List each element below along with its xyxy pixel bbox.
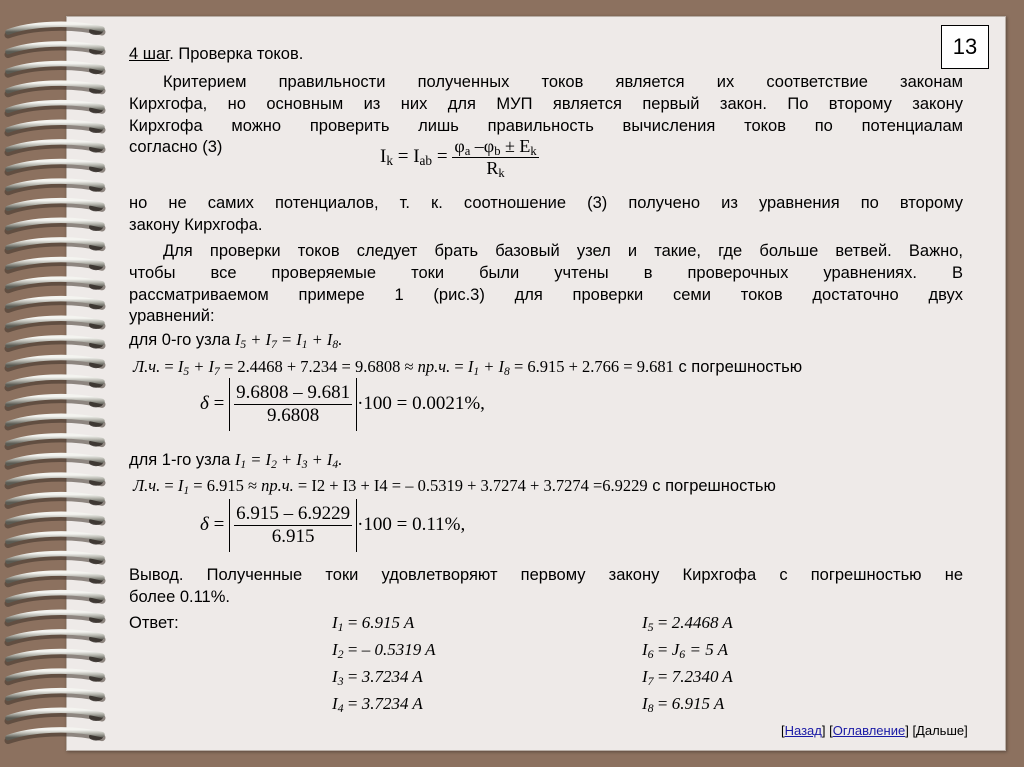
- paragraph-3-line-2: чтобы все проверяемые токи были учтены в проверочных уравнениях. В: [129, 264, 963, 282]
- spiral-coil: [8, 612, 103, 623]
- node1-equation: для 1-го узла $I_1 = I_2 + I_3 + I_4$.: [129, 450, 343, 471]
- spiral-coil: [8, 299, 103, 310]
- delta0-denominator: 9.6808: [234, 404, 352, 427]
- spiral-coil: [8, 103, 103, 114]
- spiral-coil: [8, 357, 103, 368]
- next-link[interactable]: [Дальше]: [912, 723, 968, 738]
- spiral-coil: [8, 259, 103, 270]
- spiral-coil: [8, 534, 103, 545]
- spiral-coil: [8, 730, 103, 741]
- spiral-coil: [8, 24, 103, 35]
- navigation-bar: [Назад] [Оглавление] [Дальше]: [781, 723, 968, 738]
- answer-i8: $I_8 = 6.915$ A: [642, 694, 725, 715]
- spiral-coil: [8, 142, 103, 153]
- spiral-coil: [8, 436, 103, 447]
- paragraph-1-line-2: Кирхгофа, но основным из них для МУП является первый закон. По второму закону: [129, 95, 963, 113]
- spiral-coil: [8, 632, 103, 643]
- spiral-coil: [8, 710, 103, 721]
- paragraph-1-line-1: Критерием правильности полученных токов является их соответствие законам: [163, 73, 963, 91]
- spiral-coil: [8, 377, 103, 388]
- answer-i2: $I_2$ = – 0.5319 A: [332, 640, 436, 661]
- answer-i5: $I_5 = 2.4468$ A: [642, 613, 733, 634]
- spiral-coil: [8, 495, 103, 506]
- calc1-left: = 6.915 ≈: [189, 476, 262, 495]
- paragraph-3-line-3: рассматриваемом примере 1 (рис.3) для проверки семи токов достаточно двух: [129, 286, 963, 304]
- spiral-coil: [8, 44, 103, 55]
- answer-i6: $I_6 = J_6 = 5$ A: [642, 640, 729, 661]
- answer-i3: $I_3 = 3.7234$ A: [332, 667, 423, 688]
- step-title-rest: . Проверка токов.: [169, 45, 304, 63]
- delta1-formula: δ = $\frac{6.915 - 6.9229}{6.915}$ ·100 = 0.11%,: [200, 499, 465, 552]
- delta0-tail: ·100 = 0.0021%,: [357, 392, 485, 414]
- page-number-box: [941, 25, 989, 69]
- spiral-coil: [8, 161, 103, 172]
- spiral-coil: [8, 201, 103, 212]
- node0-equation: для 0-го узла $I_5 + I_7 = I_1 + I_8$.: [129, 330, 343, 351]
- paragraph-3-line-1: Для проверки токов следует брать базовый узел и такие, где больше ветвей. Важно,: [163, 242, 963, 260]
- spiral-coil: [8, 671, 103, 682]
- step-heading: [129, 45, 303, 64]
- calc0-right: = 6.915 + 2.766 = 9.681: [509, 357, 674, 376]
- page-number: 13: [952, 34, 978, 59]
- spiral-coil: [8, 338, 103, 349]
- formula-3: $I_k = I_{ab}$ = $\frac{\varphi_a -\varphi_b \pm E_k}{R_k}$: [380, 136, 537, 180]
- spiral-coil: [8, 514, 103, 525]
- spiral-coil: [8, 593, 103, 604]
- spiral-coil: [8, 651, 103, 662]
- paragraph-3-line-4: уравнений:: [129, 307, 215, 325]
- conclusion-line-2: более 0.11%.: [129, 588, 230, 606]
- node0-label: для 0-го узла: [129, 331, 231, 349]
- spiral-coil: [8, 573, 103, 584]
- answer-i1: $I_1 = 6.915$ A: [332, 613, 415, 634]
- calc1-right: = I2 + I3 + I4 = – 0.5319 + 3.7274 + 3.7274 =6.9229: [293, 476, 648, 495]
- step-title: 4 шаг: [129, 45, 170, 63]
- spiral-coil: [8, 181, 103, 192]
- paragraph-2-line-1: но не самих потенциалов, т. к. соотношение (3) получено из уравнения по второму: [129, 194, 963, 212]
- conclusion-line-1: Вывод. Полученные токи удовлетворяют первому закону Кирхгофа с погрешностью не: [129, 566, 963, 584]
- answer-i7: $I_7 = 7.2340$ A: [642, 667, 733, 688]
- spiral-coil: [8, 279, 103, 290]
- delta1-denominator: 6.915: [234, 525, 352, 548]
- toc-link[interactable]: Оглавление: [832, 723, 906, 738]
- prch-label-1: пр.ч.: [261, 476, 294, 495]
- with-error-0: с погрешностью: [678, 358, 803, 376]
- spiral-coil: [8, 397, 103, 408]
- spiral-coil: [8, 318, 103, 329]
- with-error-1: с погрешностью: [652, 477, 776, 495]
- delta0-formula: δ = $\frac{9.6808 - 9.681}{9.6808}$ ·100 = 0.0021%,: [200, 378, 485, 431]
- spiral-coil: [8, 553, 103, 564]
- spiral-coil: [8, 63, 103, 74]
- paragraph-2-line-2: закону Кирхгофа.: [129, 216, 263, 234]
- answer-label: Ответ:: [129, 614, 179, 632]
- node1-label: для 1-го узла: [129, 451, 231, 469]
- node0-calculation: Л.ч. = $I_5 + I_7 = 2.4468 + 7.234 = 9.6808 \approx пр.ч$. = $I_1 + I_8 = 6.915 + 2.766 = 9.681$ с погрешностью: [133, 357, 803, 378]
- paragraph-1-line-4: согласно (3): [129, 138, 223, 156]
- spiral-coil: [8, 220, 103, 231]
- spiral-coil: [8, 691, 103, 702]
- spiral-coil: [8, 122, 103, 133]
- lch-label-1: Л.ч.: [133, 476, 161, 495]
- calc0-left: = 2.4468 + 7.234 = 9.6808 ≈: [219, 357, 418, 376]
- delta1-numerator: 6.915 – 6.9229: [236, 503, 351, 524]
- spiral-coil: [8, 240, 103, 251]
- back-link[interactable]: Назад: [784, 723, 822, 738]
- spiral-coil: [8, 455, 103, 466]
- spiral-coil: [8, 475, 103, 486]
- delta0-numerator: 9.6808 – 9.681: [236, 382, 351, 403]
- answer-i4: $I_4 = 3.7234$ A: [332, 694, 423, 715]
- node1-calculation: Л.ч. = $I_1 = 6.915 \approx пр.ч$. = I2 + I3 + I4 = – 0.5319 + 3.7274 + 3.7274 =6.9229 с погрешностью: [133, 476, 776, 497]
- spiral-binding: [0, 14, 120, 754]
- spiral-coil: [8, 83, 103, 94]
- spiral-coil: [8, 416, 103, 427]
- prch-label-0: пр.ч.: [417, 357, 451, 376]
- lch-label-0: Л.ч.: [133, 357, 161, 376]
- paragraph-1-line-3: Кирхгофа можно проверить лишь правильность вычисления токов по потенциалам: [129, 117, 963, 135]
- delta1-tail: ·100 = 0.11%,: [357, 513, 466, 535]
